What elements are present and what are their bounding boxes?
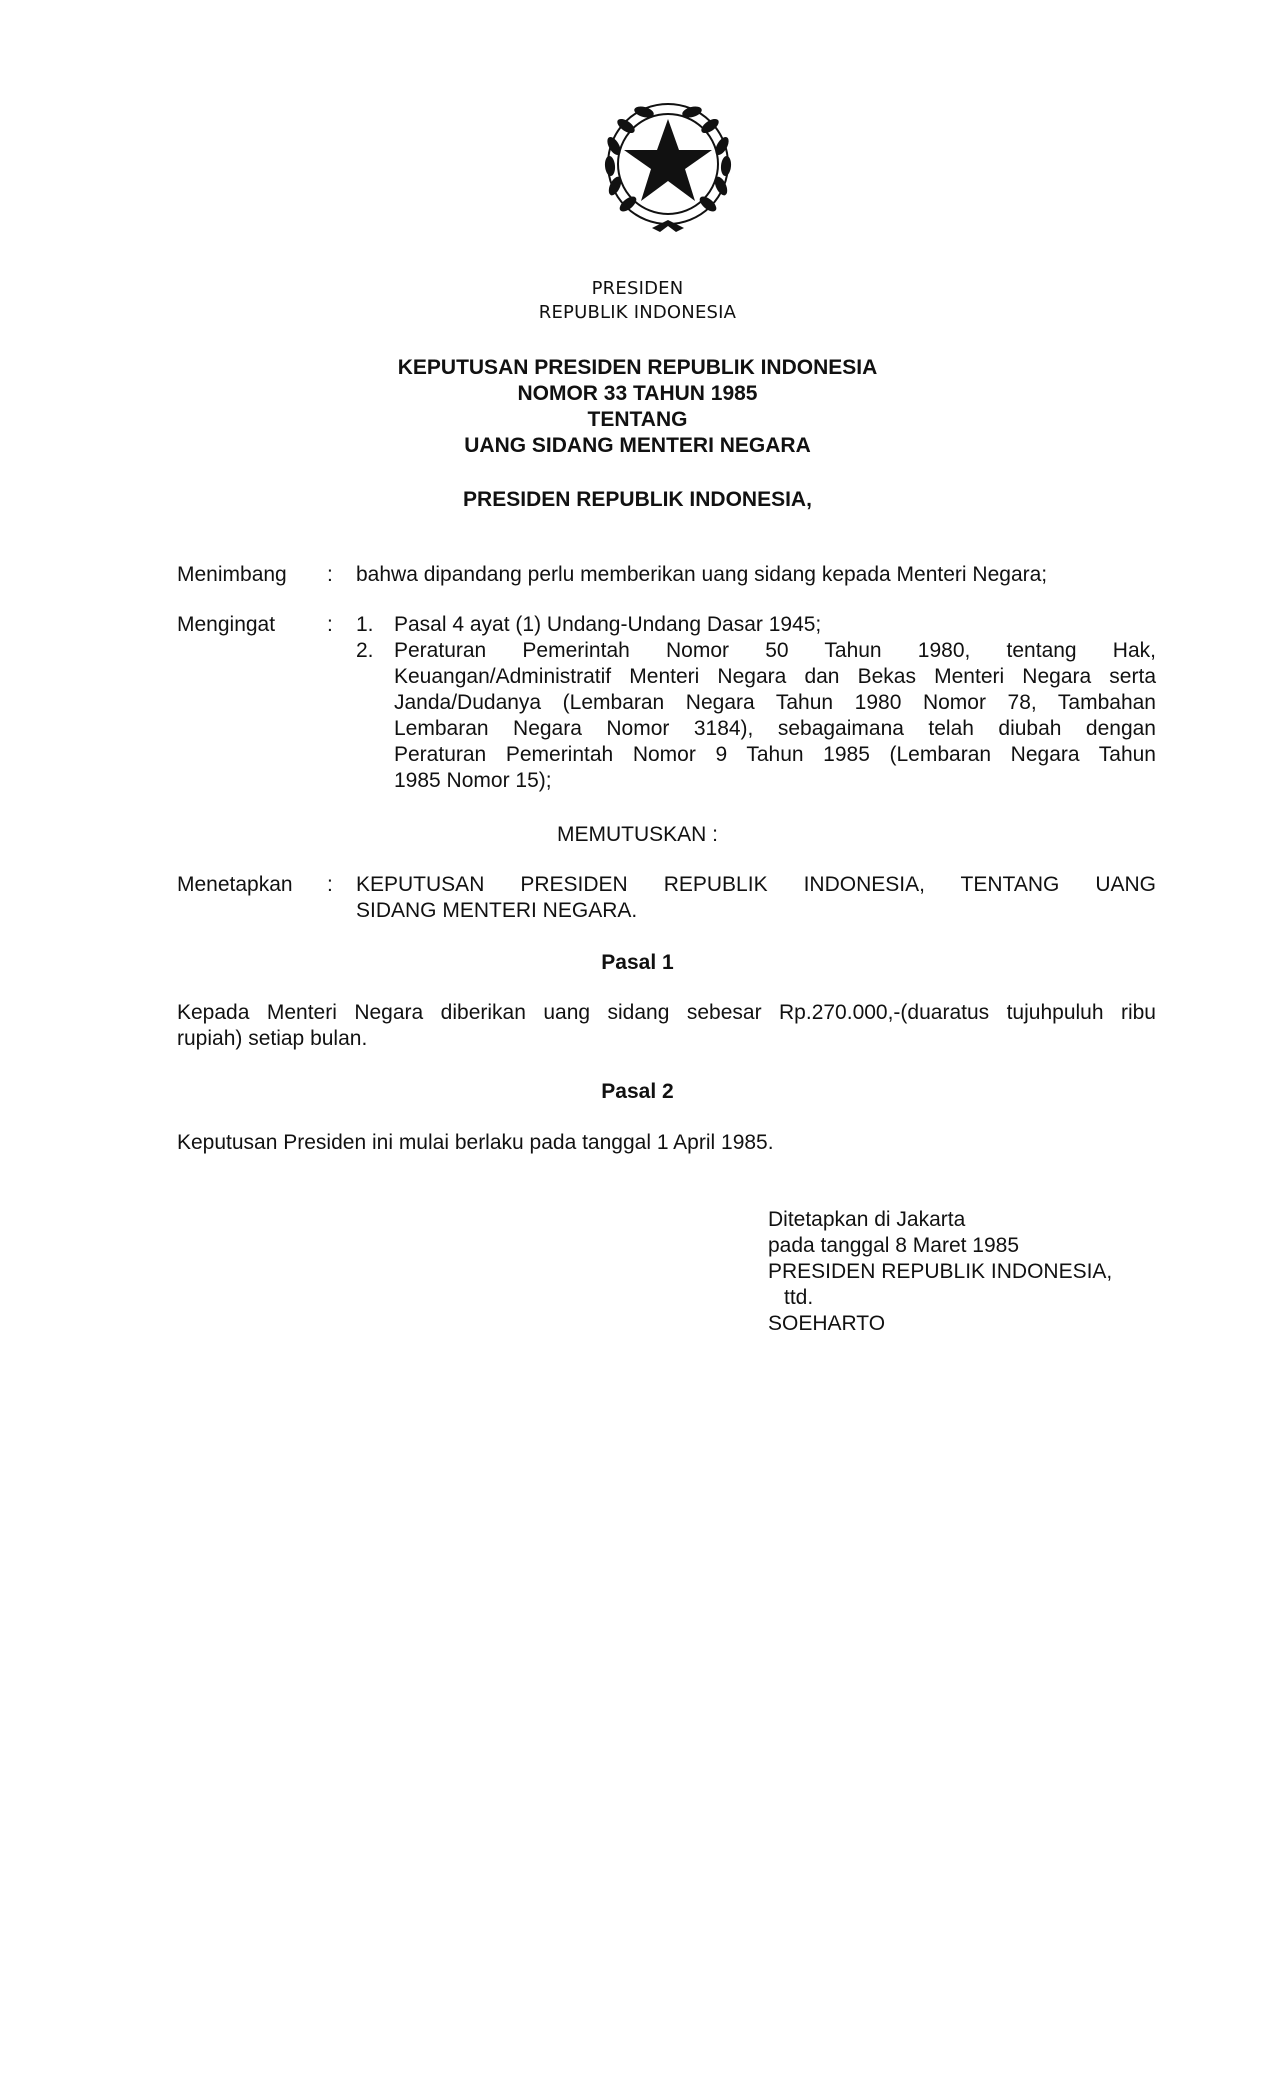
signature-date: pada tanggal 8 Maret 1985 [768, 1234, 1020, 1257]
mengingat-item-text: Janda/Dudanya (Lembaran Negara Tahun 1980 Nomor 78, Tambahan [394, 691, 1156, 714]
memutuskan-heading: MEMUTUSKAN : [556, 823, 718, 846]
decree-title: KEPUTUSAN PRESIDEN REPUBLIK INDONESIA [397, 356, 878, 379]
mengingat-item-text: Lembaran Negara Nomor 3184), sebagaimana telah diubah dengan [394, 717, 1156, 740]
mengingat-item-text: Peraturan Pemerintah Nomor 9 Tahun 1985 (Lembaran Negara Tahun [394, 743, 1156, 766]
mengingat-label: Mengingat [177, 613, 276, 636]
pasal-2-text: Keputusan Presiden ini mulai berlaku pada tanggal 1 April 1985. [177, 1131, 774, 1154]
decree-about: TENTANG [587, 408, 688, 431]
office-name-line2: REPUBLIK INDONESIA [538, 302, 737, 323]
menetapkan-text: SIDANG MENTERI NEGARA. [356, 899, 638, 922]
issuer-heading: PRESIDEN REPUBLIK INDONESIA, [463, 488, 812, 511]
mengingat-item-number: 1. [356, 613, 374, 636]
presidential-emblem-icon [588, 86, 748, 246]
menetapkan-label: Menetapkan [177, 873, 293, 896]
mengingat-item-text: Peraturan Pemerintah Nomor 50 Tahun 1980, tentang Hak, [394, 639, 1156, 662]
pasal-2-heading: Pasal 2 [601, 1080, 674, 1103]
signature-place: Ditetapkan di Jakarta [768, 1208, 966, 1231]
pasal-1-text: rupiah) setiap bulan. [177, 1027, 368, 1050]
office-name-line1: PRESIDEN [591, 278, 684, 299]
pasal-1-text: Kepada Menteri Negara diberikan uang sidang sebesar Rp.270.000,-(duaratus tujuhpuluh ribu [177, 1001, 1156, 1024]
signature-title: PRESIDEN REPUBLIK INDONESIA, [768, 1260, 1113, 1283]
menetapkan-colon: : [327, 873, 333, 896]
mengingat-item-number: 2. [356, 639, 374, 662]
mengingat-item-text: 1985 Nomor 15); [394, 769, 552, 792]
mengingat-item-text: Keuangan/Administratif Menteri Negara dan Bekas Menteri Negara serta [394, 665, 1156, 688]
menimbang-colon: : [327, 563, 333, 586]
signature-name: SOEHARTO [768, 1312, 886, 1335]
menimbang-text: bahwa dipandang perlu memberikan uang sidang kepada Menteri Negara; [356, 563, 1048, 586]
menimbang-label: Menimbang [177, 563, 287, 586]
signature-ttd: ttd. [784, 1286, 814, 1309]
decree-subject: UANG SIDANG MENTERI NEGARA [464, 434, 811, 457]
pasal-1-heading: Pasal 1 [601, 951, 674, 974]
mengingat-item-text: Pasal 4 ayat (1) Undang-Undang Dasar 1945; [394, 613, 822, 636]
decree-number: NOMOR 33 TAHUN 1985 [517, 382, 758, 405]
menetapkan-text: KEPUTUSAN PRESIDEN REPUBLIK INDONESIA, TENTANG UANG [356, 873, 1156, 896]
mengingat-colon: : [327, 613, 333, 636]
